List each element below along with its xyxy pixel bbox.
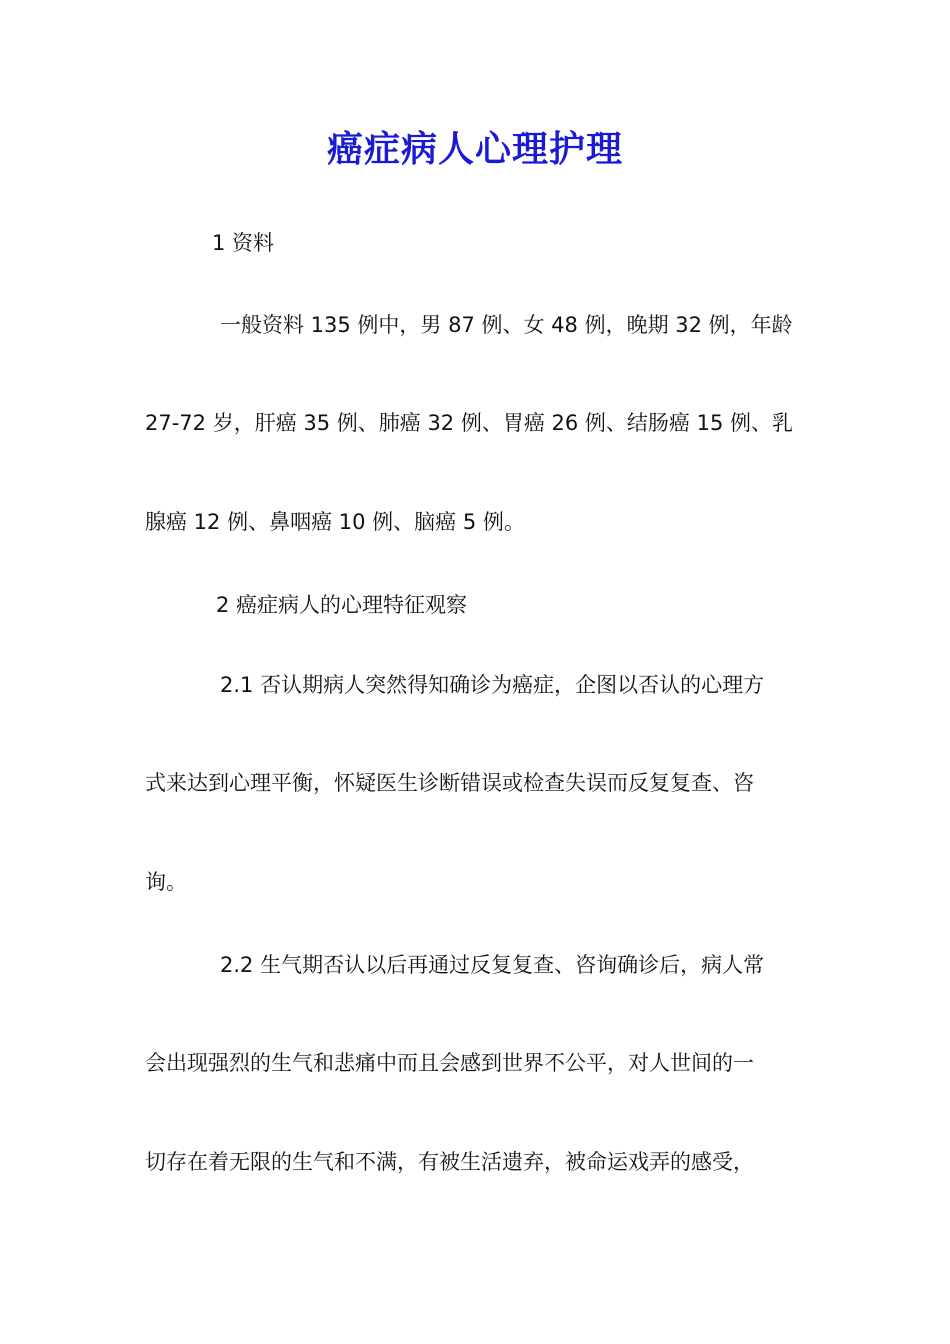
paragraph-line: 式来达到心理平衡，怀疑医生诊断错误或检查失误而反复复查、咨 bbox=[145, 771, 754, 795]
paragraph-line: 会出现强烈的生气和悲痛中而且会感到世界不公平，对人世间的一 bbox=[145, 1051, 754, 1075]
section-heading-1: 1 资料 bbox=[212, 231, 275, 255]
paragraph-line: 一般资料 135 例中，男 87 例、女 48 例，晚期 32 例，年龄 bbox=[220, 313, 793, 337]
document-title: 癌症病人心理护理 bbox=[326, 129, 623, 170]
section-heading-2: 2 癌症病人的心理特征观察 bbox=[216, 593, 468, 617]
paragraph-line: 切存在着无限的生气和不满，有被生活遗弃，被命运戏弄的感受， bbox=[145, 1150, 754, 1174]
paragraph-line: 腺癌 12 例、鼻咽癌 10 例、脑癌 5 例。 bbox=[145, 510, 525, 534]
paragraph-line: 2.1 否认期病人突然得知确诊为癌症，企图以否认的心理方 bbox=[220, 673, 765, 697]
paragraph-line: 27-72 岁，肝癌 35 例、肺癌 32 例、胃癌 26 例、结肠癌 15 例、乳 bbox=[145, 411, 793, 435]
paragraph-line: 询。 bbox=[145, 870, 187, 894]
paragraph-line: 2.2 生气期否认以后再通过反复复查、咨询确诊后，病人常 bbox=[220, 953, 765, 977]
